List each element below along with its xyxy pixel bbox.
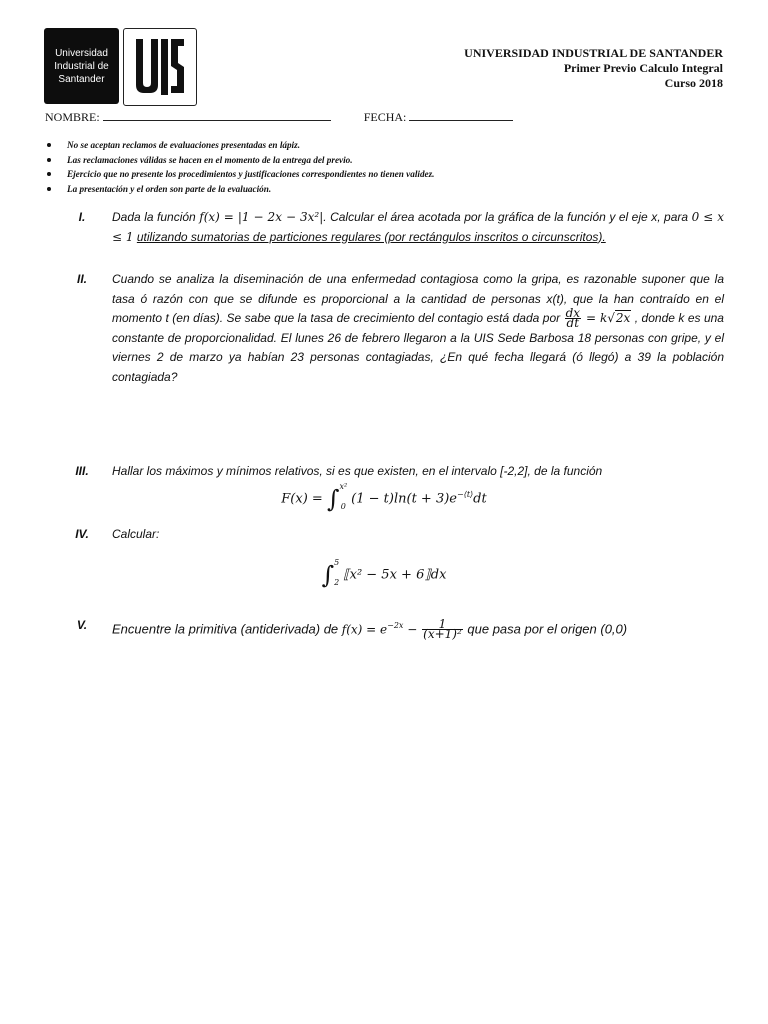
logo-line: Santander — [58, 73, 105, 85]
question-4 — [62, 525, 724, 545]
question-text: Encuentre la primitiva (antiderivada) de — [112, 621, 342, 637]
exponent: −⟨t⟩ — [457, 490, 474, 500]
question-3 — [62, 462, 724, 482]
question-text: Cuando se analiza la diseminación de una enfermedad contagiosa como la gripa, es razonable suponer que la tasa ó razón con que se difunde es proporcional a la cantidad de personas x(t), que la han contraído en el momento t (en días). Se sabe que la tasa de crecimiento del contagio está dada por — [112, 272, 724, 325]
logo-line: Universidad — [55, 47, 108, 59]
question-text: Dada la función — [112, 210, 200, 224]
upper-limit: 5 — [334, 558, 340, 567]
question-1 — [62, 208, 724, 247]
rule-item: Ejercicio que no presente los procedimientos y justificaciones correspondientes no tienen validez. — [45, 167, 735, 182]
underlined-instruction: utilizando sumatorias de particiones regulares (por rectángulos inscritos o circunscritos). — [136, 229, 606, 244]
fraction — [422, 617, 463, 642]
exam-title: Primer Previo Calculo Integral — [563, 61, 723, 75]
integrand: (1 − t)ln(t + 3)e — [351, 491, 457, 507]
uis-emblem-icon — [132, 35, 188, 99]
date-field[interactable] — [364, 110, 514, 125]
logo-line: Industrial de — [54, 60, 109, 72]
question-text: que pasa por el origen (0,0) — [463, 621, 628, 637]
exam-rules — [45, 138, 735, 196]
question-body — [112, 616, 724, 640]
question-body: Hallar los máximos y mínimos relativos, si es que existen, en el intervalo [-2,2], de la función — [112, 464, 603, 478]
question-number: V. — [76, 618, 88, 632]
root-expression: 2x — [615, 311, 631, 325]
interval-expression: 0 ≤ x ≤ 1 — [112, 210, 724, 244]
equation-expression: = k — [582, 311, 608, 325]
exam-header — [464, 46, 723, 91]
student-fields — [45, 110, 725, 125]
question-text: . Calcular el área acotada por la gráfica de la función y el eje x, para — [323, 210, 692, 224]
question-body: Cuando se analiza la diseminación de una enfermedad contagiosa como la gripa, es razonable suponer que la tasa ó razón con que se difunde es proporcional a la cantidad de personas x(t), que la han contraído en el momento t (en días). Se sabe que la tasa de crecimiento del contagio está dada por $\frac{dx}{dt}$ = k√2x , donde k es una constante de proporcionalidad. El lunes 26 de febrero llegaron a la UIS Sede Barbosa 18 personas con gripe, y el viernes 2 de marzo ya habían 23 personas contagiadas, ¿En qué fecha llegará (ó llegó) a 39 la población contagiada? — [112, 272, 724, 384]
question-number: I. — [78, 210, 86, 224]
fraction-denominator: dt — [566, 316, 580, 331]
function-expression: f(x) = e — [341, 622, 388, 637]
question-number: IV. — [75, 527, 89, 541]
name-field[interactable] — [45, 110, 331, 125]
operator: − — [403, 622, 422, 637]
rule-item: No se aceptan reclamos de evaluaciones presentadas en lápiz. — [45, 138, 735, 153]
integral-formula-2: ∫ 5 2 ⟦x² − 5x + 6⟧dx — [321, 558, 447, 589]
name-blank[interactable] — [103, 110, 331, 121]
formula-lhs: F(x) = — [281, 491, 327, 507]
question-number: III. — [75, 464, 89, 478]
integral-formula-1: F(x) = ∫ x² 0 $(1 - t)\ln(t + 3)e^{-⟨t⟩}dt$ — [281, 482, 487, 513]
integrand: ⟦x² − 5x + 6⟧dx — [343, 567, 447, 583]
course-year: Curso 2018 — [664, 76, 723, 90]
differential: dt — [473, 491, 487, 507]
fraction-numerator: dx — [565, 306, 581, 321]
date-label: FECHA: — [363, 110, 407, 124]
question-body: Calcular: — [112, 527, 160, 541]
question-text: , donde k es una constante de proporcionalidad. El lunes 26 de febrero llegaron a la UIS Sede Barbosa 18 personas con gripe, y el viernes 2 de marzo ya habían 23 personas contagiadas, ¿En qué fecha llegará (ó llegó) a 39 la población contagiada? — [112, 311, 724, 384]
name-label: NOMBRE: — [45, 110, 100, 124]
rule-item: La presentación y el orden son parte de la evaluación. — [45, 182, 735, 197]
uis-logo-mark — [123, 28, 197, 106]
rule-item: Las reclamaciones válidas se hacen en el momento de la entrega del previo. — [45, 153, 735, 168]
question-number: II. — [76, 272, 87, 286]
date-blank[interactable] — [409, 110, 513, 121]
fraction-numerator: 1 — [422, 620, 463, 630]
university-logo — [44, 28, 119, 104]
question-body — [112, 208, 724, 247]
upper-limit: x² — [339, 482, 348, 491]
exponent: −2x — [387, 621, 404, 630]
function-expression: f(x) = |1 − 2x − 3x²| — [199, 210, 324, 224]
question-5 — [62, 616, 724, 640]
university-name: UNIVERSIDAD INDUSTRIAL DE SANTANDER — [464, 46, 723, 60]
question-2 — [62, 270, 724, 387]
lower-limit: 0 — [340, 502, 346, 511]
fraction-denominator: (x+1)² — [423, 627, 462, 642]
derivative-fraction — [565, 306, 581, 331]
lower-limit: 2 — [334, 578, 340, 587]
